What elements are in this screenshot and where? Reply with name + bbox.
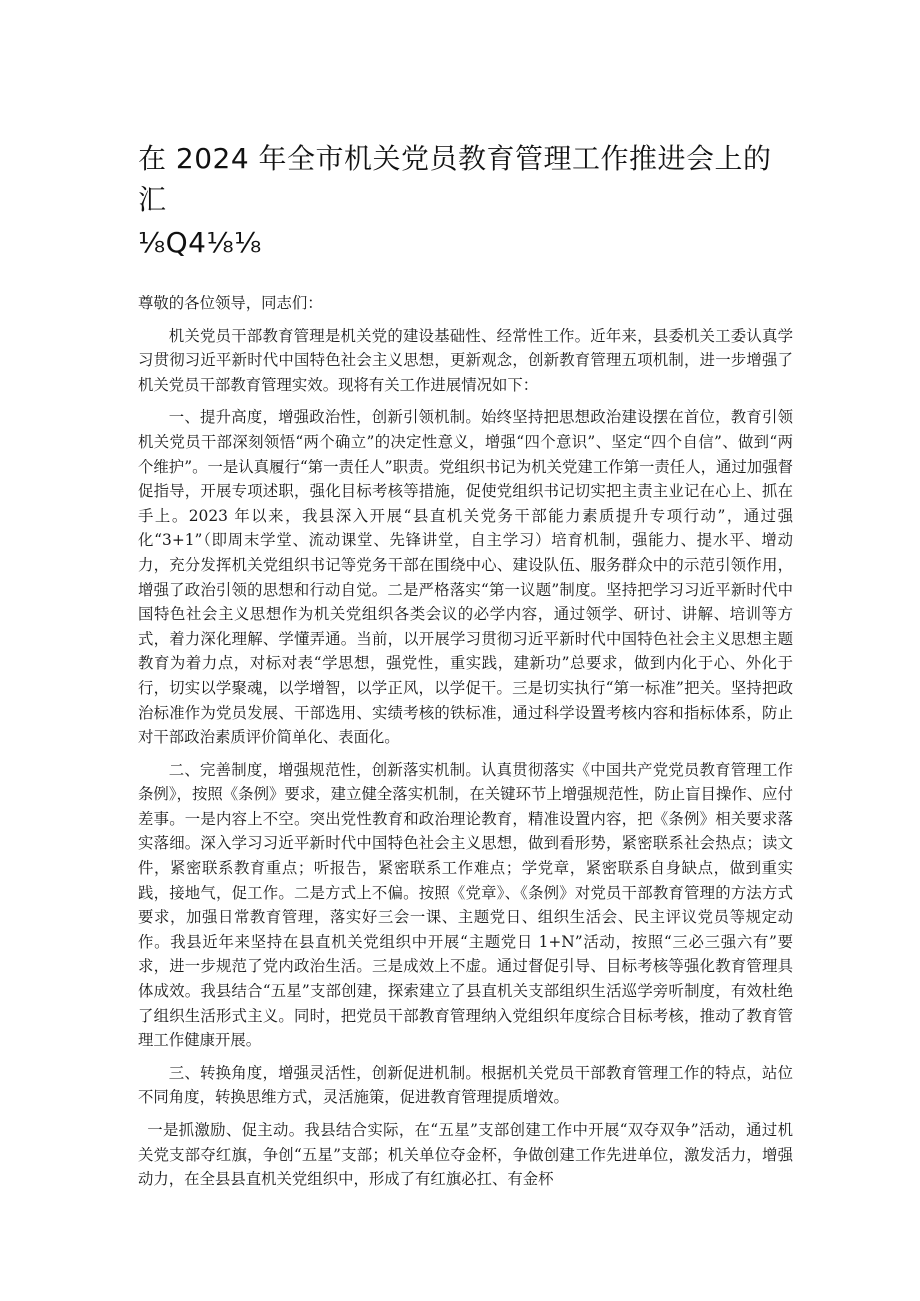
salutation: 尊敬的各位领导，同志们：	[138, 294, 323, 312]
document-body	[138, 291, 793, 1192]
title-line-1: 在 2024 年全市机关党员教育管理工作推进会上的汇	[138, 142, 772, 216]
paragraph-section-3: 三、转换角度，增强灵活性，创新促进机制。根据机关党员干部教育管理工作的特点，站位不同角度，转换思维方式，灵活施策，促进教育管理提质增效。	[138, 1063, 793, 1107]
title-line-2: ⅛Q4⅛⅛	[138, 226, 262, 259]
document-page	[138, 138, 793, 1192]
paragraph-intro: 机关党员干部教育管理是机关党的建设基础性、经常性工作。近年来，县委机关工委认真学习贯彻习近平新时代中国特色社会主义思想，更新观念，创新教育管理五项机制，进一步增强了机关党员干部教育管理实效。现将有关工作进展情况如下：	[138, 326, 793, 394]
paragraph-section-1: 一、提升高度，增强政治性，创新引领机制。始终坚持把思想政治建设摆在首位，教育引领机关党员干部深刻领悟“两个确立”的决定性意义，增强“四个意识”、坚定“四个自信”、做到“两个维护”。一是认真履行“第一责任人”职责。党组织书记为机关党建工作第一责任人，通过加强督促指导，开展专项述职，强化目标考核等措施，促使党组织书记切实把主责主业记在心上、抓在手上。2023 年以来，我县深入开展“县直机关党务干部能力素质提升专项行动”，通过强化“3+1”（即周末学堂、流动课堂、先锋讲堂，自主学习）培育机制，强能力、提水平、增动力，充分发挥机关党组织书记等党务干部在围绕中心、建设队伍、服务群众中的示范引领作用，增强了政治引领的思想和行动自觉。二是严格落实“第一议题”制度。坚持把学习习近平新时代中国特色社会主义思想作为机关党组织各类会议的必学内容，通过领学、研讨、讲解、培训等方式，着力深化理解、学懂弄通。当前，以开展学习贯彻习近平新时代中国特色社会主义思想主题教育为着力点，对标对表“学思想，强党性，重实践，建新功”总要求，做到内化于心、外化于行，切实以学聚魂，以学增智，以学正风，以学促干。三是切实执行“第一标准”把关。坚持把政治标准作为党员发展、干部选用、实绩考核的铁标准，通过科学设置考核内容和指标体系，防止对干部政治素质评价简单化、表面化。	[138, 408, 793, 747]
paragraph-section-2: 二、完善制度，增强规范性，创新落实机制。认真贯彻落实《中国共产党党员教育管理工作条例》，按照《条例》要求，建立健全落实机制，在关键环节上增强规范性，防止盲目操作、应付差事。一是内容上不空。突出党性教育和政治理论教育，精准设置内容，把《条例》相关要求落实落细。深入学习习近平新时代中国特色社会主义思想，做到看形势，紧密联系社会热点；读文件，紧密联系教育重点；听报告，紧密联系工作难点；学党章，紧密联系自身缺点，做到重实践，接地气，促工作。二是方式上不偏。按照《党章》、《条例》对党员干部教育管理的方法方式要求，加强日常教育管理，落实好三会一课、主题党日、组织生活会、民主评议党员等规定动作。我县近年来坚持在县直机关党组织中开展“主题党日 1+N”活动，按照“三必三强六有”要求，进一步规范了党内政治生活。三是成效上不虚。通过督促引导、目标考核等强化教育管理具体成效。我县结合“五星”支部创建，探索建立了县直机关支部组织生活巡学旁听制度，有效杜绝了组织生活形式主义。同时，把党员干部教育管理纳入党组织年度综合目标考核，推动了教育管理工作健康开展。	[138, 760, 793, 1050]
paragraph-section-3-item-1: 一是抓激励、促主动。我县结合实际，在“五星”支部创建工作中开展“双夺双争”活动，通过机关党支部夺红旗，争创“五星”支部；机关单位夺金杯，争做创建工作先进单位，激发活力，增强动力，在全县县直机关党组织中，形成了有红旗必扛、有金杯	[138, 1121, 793, 1189]
document-title	[138, 138, 793, 263]
